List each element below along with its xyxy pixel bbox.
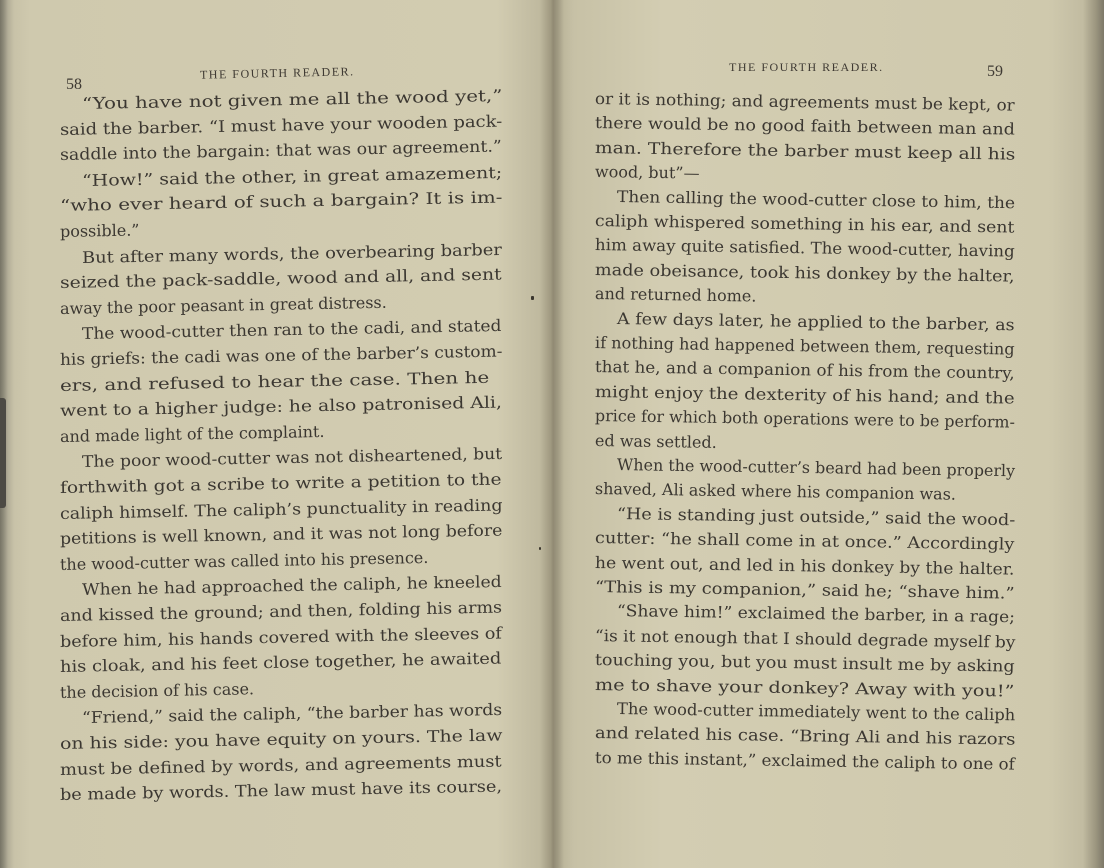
text-line: and returned home. [594, 284, 757, 306]
text-line: The wood-cutter then ran to the cadi, and stated [81, 316, 502, 344]
text-line: man. Therefore the barber must keep all his [594, 137, 1016, 164]
text-line: that he, and a companion of his from the country, [594, 357, 1015, 383]
text-line: “This is my companion,” said he; “shave him.” [594, 577, 1015, 603]
text-line: the wood-cutter was called into his presence. [59, 547, 429, 574]
text-line: When the wood-cutter’s beard had been properly [616, 455, 1016, 481]
text-line: me to shave your donkey? Away with you!” [594, 674, 1015, 701]
text-line: “He is standing just outside,” said the wood- [616, 503, 1016, 530]
text-line: caliph himself. The caliph’s punctuality in reading [59, 495, 503, 523]
text-line: But after many words, the overbearing barber [81, 239, 503, 267]
text-line: ed was settled. [594, 430, 717, 452]
text-line: if nothing had happened between them, requesting [594, 333, 1015, 359]
text-line: “You have not given me all the wood yet,” [81, 85, 503, 113]
page-number: 58 [66, 76, 82, 93]
text-line: “Shave him!” exclaimed the barber, in a rage; [616, 601, 1016, 627]
page-number: 59 [987, 63, 1003, 80]
text-line: shaved, Ali asked where his companion was. [594, 479, 957, 505]
text-line: seized the pack-saddle, wood and all, and sent [59, 264, 502, 293]
text-line: away the poor peasant in great distress. [59, 292, 387, 318]
text-line: The wood-cutter immediately went to the caliph [616, 699, 1016, 725]
text-line: there would be no good faith between man and [594, 113, 1016, 139]
running-head: THE FOURTH READER. [199, 64, 355, 82]
text-line: touching you, but you must insult me by asking [594, 650, 1015, 676]
text-line: saddle into the bargain: that was our agreement.” [59, 136, 502, 165]
text-line: said the barber. “I must have your wooden pack- [59, 111, 503, 139]
text-line: be made by words. The law must have its course, [59, 776, 503, 805]
text-line: “is it not enough that I should degrade myself by [594, 625, 1016, 652]
text-line: and kissed the ground; and then, folding his arms [59, 597, 503, 625]
text-line: “who ever heard of such a bargain? It is im- [59, 187, 503, 216]
text-line: petitions is well known, and it was not long before [59, 520, 503, 549]
left-page [0, 0, 548, 868]
text-line: Then calling the wood-cutter close to him, the [616, 186, 1016, 212]
text-line: or it is nothing; and agreements must be kept, or [594, 89, 1015, 115]
text-line: “Friend,” said the caliph, “the barber has words [81, 700, 503, 728]
text-line: ers, and refused to hear the case. Then he [59, 367, 490, 395]
text-line: he went out, and led in his donkey by the halter. [594, 552, 1015, 579]
text-line: made obeisance, took his donkey by the halter, [594, 259, 1015, 286]
text-line: must be defined by words, and agreements must [59, 751, 502, 779]
text-line: “How!” said the other, in great amazement; [81, 162, 503, 190]
text-line: went to a higher judge: he also patronised Ali, [59, 392, 503, 421]
text-line: forthwith got a scribe to write a petition to the [59, 469, 502, 497]
running-head: THE FOURTH READER. [729, 60, 884, 74]
text-line: his cloak, and his feet close together, he awaited [59, 648, 502, 677]
text-line: him away quite satisfied. The wood-cutter, having [594, 235, 1015, 261]
text-line: and related his case. “Bring Ali and his razors [594, 723, 1016, 749]
text-line: The poor wood-cutter was not disheartened, but [81, 444, 503, 472]
text-line: cutter: “he shall come in at once.” Accordingly [594, 528, 1015, 554]
text-line: wood, but”— [594, 162, 700, 183]
text-line: possible.” [59, 220, 140, 241]
text-line: might enjoy the dexterity of his hand; and the [594, 381, 1015, 408]
text-line: A few days later, he applied to the barber, as [616, 308, 1015, 334]
text-line: on his side: you have equity on yours. The law [59, 725, 503, 753]
text-line: caliph whispered something in his ear, and sent [594, 211, 1015, 237]
text-line: When he had approached the caliph, he kneeled [81, 572, 502, 600]
text-line: the decision of his case. [59, 679, 255, 702]
text-line: price for which both operations were to be perform- [594, 406, 1016, 432]
text-line: his griefs: the cadi was one of the barber’s custom- [59, 341, 503, 369]
text-line: to me this instant,” exclaimed the caliph to one of [594, 747, 1015, 774]
text-line: and made light of the complaint. [59, 421, 325, 446]
right-page [556, 0, 1104, 868]
text-line: before him, his hands covered with the sleeves of [59, 623, 502, 651]
